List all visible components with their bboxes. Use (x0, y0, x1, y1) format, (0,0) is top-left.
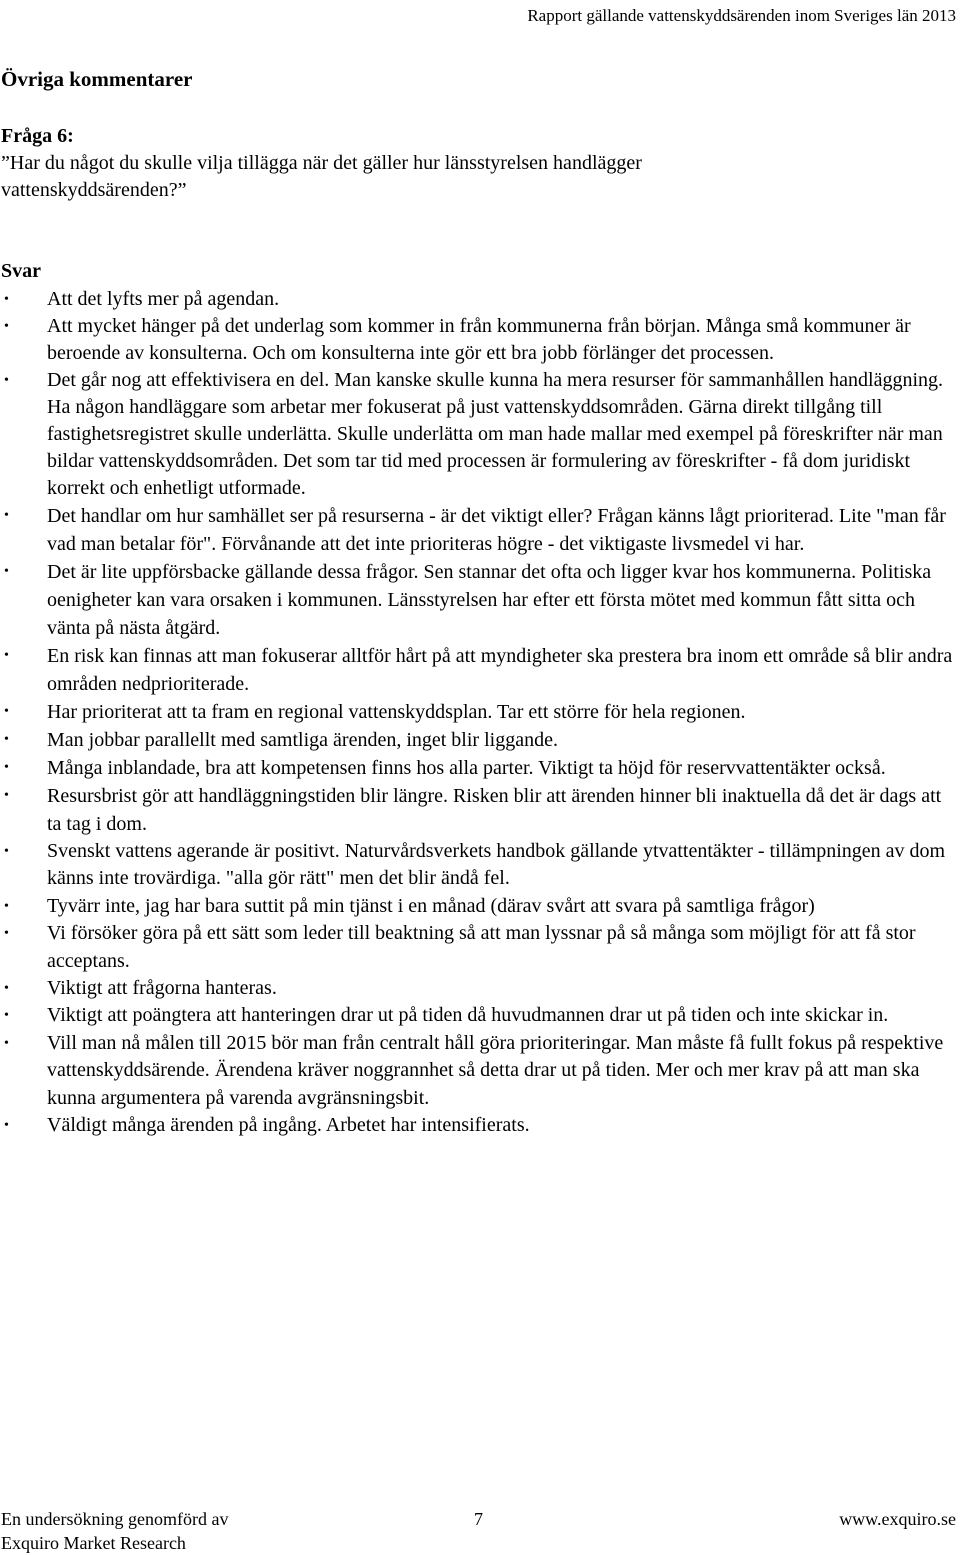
list-item (0, 1030, 958, 1112)
list-item-text: Det går nog att effektivisera en del. Man kanske skulle kunna ha mera resurser för sammanhållen handläggning. Ha någon handläggare som arbetar mer fokuserat på just vattenskyddsområden. Gärna direkt tillgång till fastighetsregistret skulle underlätta. Skulle underlätta om man hade mallar med exempel på föreskrifter när man bildar vattenskyddsområden. Det som tar tid med processen är formulering av föreskrifter - få dom juridiskt korrekt och enhetligt utformade. (47, 369, 943, 499)
list-item-text: Viktigt att frågorna hanteras. (47, 977, 277, 1000)
list-item-text: Vill man nå målen till 2015 bör man från centralt håll göra prioriteringar. Man måste få fullt fokus på respektive vattenskyddsärende. Ärendena kräver noggrannhet så detta drar ut på tiden. Mer och mer krav på att man ska kunna argumentera på varenda avgränsningsbit. (47, 1031, 944, 1109)
section-title: Övriga kommentarer (1, 67, 193, 91)
list-item (0, 975, 958, 1002)
list-item (0, 558, 958, 642)
question-text: ”Har du något du skulle vilja tillägga när det gäller hur länsstyrelsen handlägger vattenskyddsärenden?” (1, 152, 642, 201)
answer-label: Svar (1, 260, 41, 282)
bullet-icon: • (4, 319, 9, 334)
bullet-icon: • (4, 564, 9, 579)
list-item (0, 726, 958, 754)
list-item-text: Väldigt många ärenden på ingång. Arbetet har intensifierats. (47, 1114, 530, 1137)
list-item-text: Resursbrist gör att handläggningstiden blir längre. Risken blir att ärenden hinner bli inaktuella då det är dags att ta tag i dom. (47, 785, 942, 835)
bullet-icon: • (4, 898, 9, 914)
bullet-icon: • (4, 1008, 9, 1024)
bullet-icon: • (4, 1118, 9, 1134)
bullet-icon: • (4, 788, 9, 803)
page-number: 7 (474, 1509, 483, 1529)
list-item-text: Att mycket hänger på det underlag som kommer in från kommunerna från början. Många små kommuner är beroende av konsulterna. Och om konsulterna inte gör ett bra jobb förlänger det processen. (47, 315, 911, 364)
bullet-icon: • (4, 760, 9, 775)
list-item (0, 920, 958, 975)
footer-left (1, 1507, 228, 1555)
list-item (0, 286, 958, 313)
list-item (0, 754, 958, 782)
list-item-text: Det är lite uppförsbacke gällande dessa frågor. Sen stannar det ofta och ligger kvar hos kommunerna. Politiska oenigheter kan vara orsaken i kommunen. Länsstyrelsen har efter ett första mötet med kommun fått sitta och vänta på nästa åtgärd. (47, 561, 932, 639)
bullet-icon: • (4, 508, 9, 523)
list-item-text: En risk kan finnas att man fokuserar alltför hårt på att myndigheter ska prestera bra inom ett område så blir andra områden nedprioriterade. (47, 645, 953, 695)
footer-line-2: Exquiro Market Research (1, 1533, 186, 1553)
question-block (1, 123, 951, 204)
list-item (0, 313, 958, 367)
list-item (0, 893, 958, 920)
footer-website-link[interactable]: www.exquiro.se (839, 1509, 956, 1529)
list-item-text: Viktigt att poängtera att hanteringen drar ut på tiden då huvudmannen drar ut på tiden och inte skickar in. (47, 1004, 889, 1027)
bullet-icon: • (4, 292, 9, 307)
list-item (0, 1002, 958, 1029)
footer-line-1: En undersökning genomförd av (1, 1509, 229, 1529)
list-item-text: Många inblandade, bra att kompetensen finns hos alla parter. Viktigt ta höjd för reservvattentäkter också. (47, 757, 886, 779)
bullet-icon: • (4, 373, 9, 388)
list-item-text: Det handlar om hur samhället ser på resurserna - är det viktigt eller? Frågan känns lågt prioriterad. Lite "man får vad man betalar för". Förvånande att det inte prioriteras högre - det viktigaste livsmedel vi har. (47, 505, 946, 555)
list-item (0, 1112, 958, 1139)
list-item-text: Vi försöker göra på ett sätt som leder till beaktning så att man lyssnar på så många som möjligt för att få stor acceptans. (47, 922, 916, 972)
list-item-text: Tyvärr inte, jag har bara suttit på min tjänst i en månad (därav svårt att svara på samtliga frågor) (47, 894, 815, 917)
list-item (0, 838, 958, 893)
list-item (0, 698, 958, 726)
list-item (0, 782, 958, 838)
list-item-text: Att det lyfts mer på agendan. (47, 288, 280, 310)
list-item (0, 367, 958, 502)
answer-list (0, 286, 958, 1139)
list-item-text: Har prioriterat att ta fram en regional vattenskyddsplan. Tar ett större för hela regionen. (47, 701, 746, 723)
list-item-text: Man jobbar parallellt med samtliga ärenden, inget blir liggande. (47, 729, 558, 751)
list-item-text: Svenskt vattens agerande är positivt. Naturvårdsverkets handbok gällande ytvattentäkter - tillämpningen av dom känns inte trovärdiga. "alla gör rätt" men det blir ändå fel. (47, 840, 946, 890)
running-header: Rapport gällande vattenskyddsärenden inom Sveriges län 2013 (527, 6, 956, 25)
list-item (0, 642, 958, 698)
bullet-icon: • (4, 926, 9, 942)
bullet-icon: • (4, 1035, 9, 1051)
list-item (0, 502, 958, 558)
bullet-icon: • (4, 732, 9, 747)
bullet-icon: • (4, 844, 9, 859)
bullet-icon: • (4, 704, 9, 719)
bullet-icon: • (4, 648, 9, 663)
question-label: Fråga 6: (1, 125, 74, 147)
bullet-icon: • (4, 981, 9, 997)
